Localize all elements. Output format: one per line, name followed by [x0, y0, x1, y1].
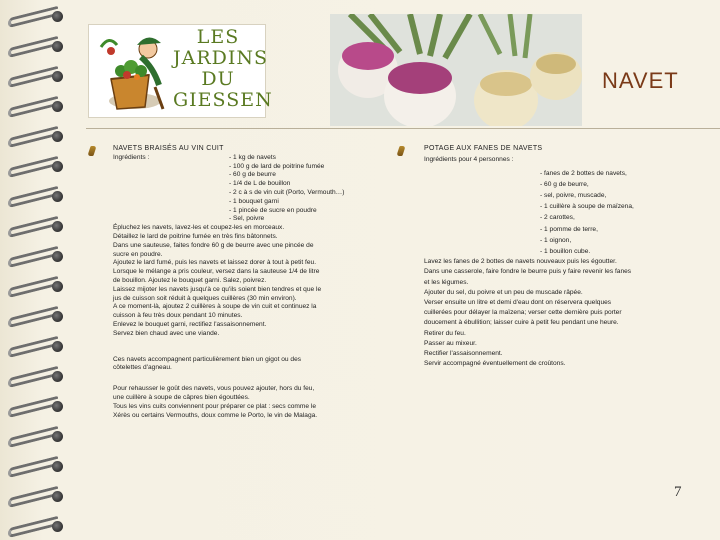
logo — [88, 24, 273, 118]
ingredient-item: - 100 g de lard de poitrine fumée — [229, 162, 325, 170]
ingredient-item: - fanes de 2 bottes de navets, — [540, 169, 627, 177]
instruction-line: Servir accompagné éventuellement de croûtons. — [424, 360, 566, 368]
instruction-line: Dans une casserole, faire fondre le beurre puis y faire revenir les fanes — [424, 268, 632, 276]
instruction-line: de bouillon. Ajoutez le bouquet garni. Salez, poivrez. — [113, 276, 267, 284]
instruction-line: sucre en poudre. — [113, 250, 163, 258]
turnips-photo — [330, 14, 582, 126]
recipe-heading: NAVETS BRAISÉS AU VIN CUIT — [113, 145, 224, 152]
page-title: NAVET — [602, 68, 679, 93]
binding-ring — [8, 308, 66, 326]
instruction-line: Lavez les fanes de 2 bottes de navets nouveaux puis les égoutter. — [424, 258, 617, 266]
instruction-line: et les légumes. — [424, 278, 469, 286]
logo-line: GIESSEN — [173, 89, 273, 111]
binding-ring — [8, 518, 66, 536]
ingredient-item: - 1 cuillère à soupe de maïzena, — [540, 203, 634, 211]
ingredient-item: - Sel, poivre — [229, 215, 265, 223]
ingredient-item: - 60 g de beurre — [229, 171, 276, 179]
spiral-binding — [0, 0, 70, 540]
ingredient-item: - 2 carottes, — [540, 214, 575, 222]
instruction-line: Servez bien chaud avec une viande. — [113, 329, 220, 337]
instruction-line: Enlevez le bouquet garni, rectifiez l'assaisonnement. — [113, 320, 267, 328]
note-line: Ces navets accompagnent particulièrement bien un gigot ou des — [113, 355, 302, 363]
instruction-line: cuisson à feu très doux pendant 10 minutes. — [113, 312, 243, 320]
ingredient-item: - 1 bouillon cube. — [540, 248, 591, 256]
instruction-line: Retirer du feu. — [424, 329, 466, 337]
serving-note — [113, 356, 375, 374]
instruction-line: cuillerées pour délayer la maïzena; verser cette dernière puis porter — [424, 309, 622, 317]
tip-note — [113, 385, 375, 420]
instruction-line: Passer au mixeur. — [424, 339, 477, 347]
binding-ring — [8, 188, 66, 206]
binding-ring — [8, 38, 66, 56]
instruction-line: Laissez mijoter les navets jusqu'à ce qu'ils soient bien tendres et que le — [113, 285, 322, 293]
note-line: côtelettes d'agneau. — [113, 364, 172, 372]
note-line: une cuillère à soupe de câpres bien égouttées. — [113, 393, 250, 401]
binding-ring — [8, 428, 66, 446]
recipe-heading: POTAGE AUX FANES DE NAVETS — [424, 145, 543, 152]
binding-ring — [8, 98, 66, 116]
title-divider — [86, 128, 720, 129]
logo-text — [173, 26, 273, 111]
instruction-line: Verser ensuite un litre et demi d'eau dont on réservera quelques — [424, 299, 612, 307]
binding-ring — [8, 398, 66, 416]
instructions — [424, 257, 674, 369]
instruction-line: Ajouter du sel, du poivre et un peu de muscade râpée. — [424, 288, 583, 296]
instruction-line: A ce moment-là, ajoutez 2 cuillères à soupe de vin cuit et continuez la — [113, 303, 317, 311]
instruction-line: doucement à ébullition; laisser cuire à petit feu pendant une heure. — [424, 319, 619, 327]
logo-line: DU — [201, 68, 235, 90]
left-recipe — [113, 145, 375, 420]
binding-ring — [8, 278, 66, 296]
ingredient-item: - 1/4 de L de bouillon — [229, 180, 291, 188]
ingredients-label: Ingrédients : — [113, 153, 150, 161]
binding-ring — [8, 128, 66, 146]
ingredient-item: - 1 bouquet garni — [229, 197, 279, 205]
page-number: 7 — [674, 484, 682, 500]
instruction-line: Épluchez les navets, lavez-les et coupez-les en morceaux. — [113, 224, 285, 232]
ingredient-item: - sel, poivre, muscade, — [540, 192, 607, 199]
bullet-icon — [396, 146, 405, 156]
instruction-line: Rectifier l'assaisonnement. — [424, 350, 503, 358]
gardener-illustration-icon — [91, 27, 171, 115]
binding-ring — [8, 218, 66, 236]
logo-line: JARDINS — [173, 47, 269, 69]
binding-ring — [8, 8, 66, 26]
ingredient-item: - 2 c à s de vin cuit (Porto, Vermouth…) — [229, 188, 345, 196]
ingredient-item: - 60 g de beurre, — [540, 180, 589, 188]
note-line: Tous les vins cuits conviennent pour préparer ce plat : secs comme le — [113, 402, 317, 410]
binding-ring — [8, 368, 66, 386]
ingredient-item: - 1 kg de navets — [229, 153, 276, 161]
binding-ring — [8, 458, 66, 476]
instruction-line: Ajoutez le lard fumé, puis les navets et laissez dorer à tout à petit feu. — [113, 259, 317, 267]
note-line: Xérès ou certains Vermouths, doux comme le Porto, le vin de Malaga. — [113, 411, 318, 419]
instructions — [113, 224, 375, 338]
instruction-line: jus de cuisson soit réduit à quelques cuillères (30 min environ). — [113, 294, 297, 302]
logo-line: LES — [196, 26, 240, 48]
instruction-line: Dans une sauteuse, faites fondre 60 g de beurre avec une pincée de — [113, 241, 314, 249]
instruction-line: Lorsque le mélange a pris couleur, versez dans la sauteuse 1/4 de litre — [113, 268, 320, 276]
binding-ring — [8, 158, 66, 176]
ingredient-item: - 1 oignon, — [540, 236, 572, 244]
binding-ring — [8, 338, 66, 356]
binding-ring — [8, 488, 66, 506]
right-recipe — [424, 145, 674, 369]
ingredient-item: - 1 pincée de sucre en poudre — [229, 206, 317, 214]
ingredients-label: Ingrédients pour 4 personnes : — [424, 155, 514, 163]
bullet-icon — [87, 146, 96, 156]
note-line: Pour rehausser le goût des navets, vous pouvez ajouter, hors du feu, — [113, 385, 315, 393]
binding-ring — [8, 68, 66, 86]
ingredients-list — [229, 154, 375, 224]
binding-ring — [8, 248, 66, 266]
ingredient-item: - 1 pomme de terre, — [540, 225, 598, 233]
instruction-line: Détaillez le lard de poitrine fumée en très fins bâtonnets. — [113, 232, 278, 240]
ingredients-list — [540, 168, 674, 258]
